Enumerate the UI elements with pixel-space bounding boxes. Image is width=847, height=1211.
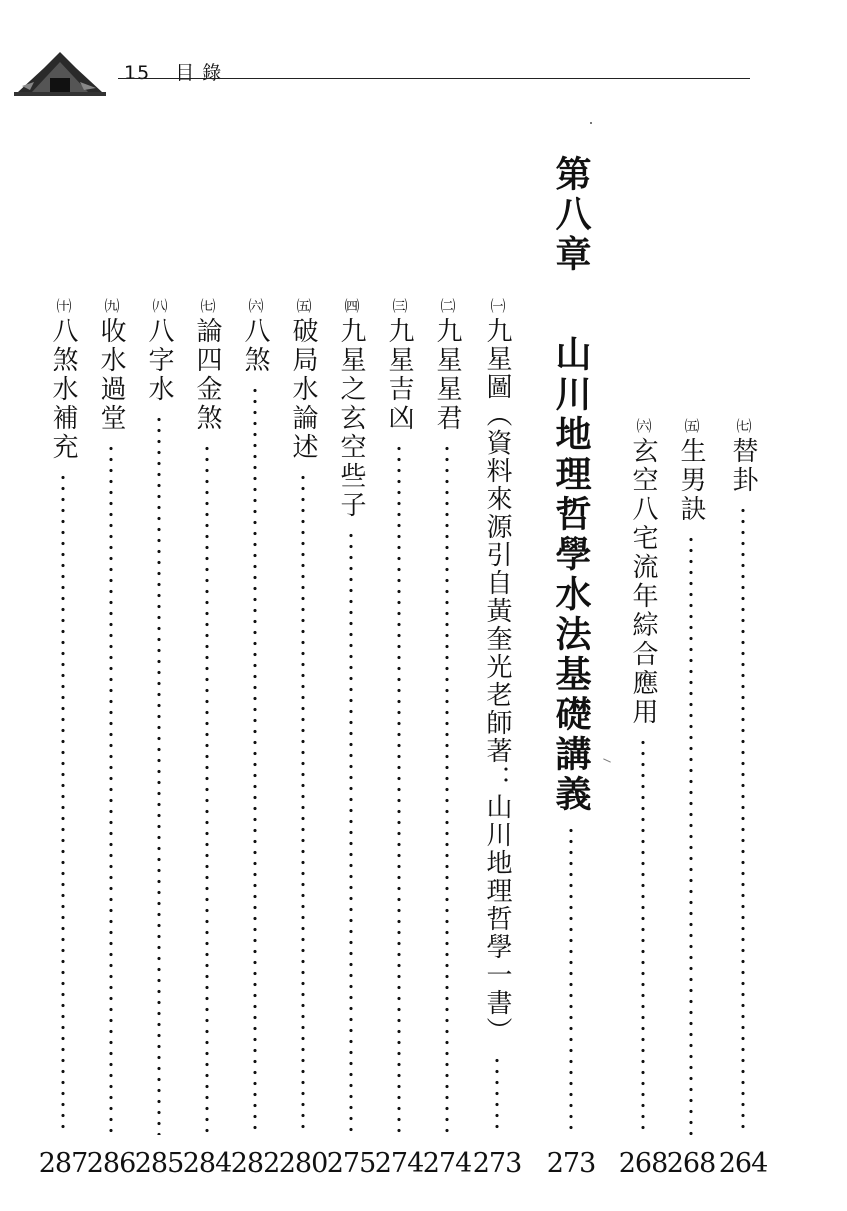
entry-title: 收水過堂: [96, 317, 126, 433]
leader-dots: [205, 443, 209, 1135]
page-number: 274: [374, 1148, 424, 1179]
leader-dots: [253, 385, 257, 1135]
entry-marker: ㈨: [102, 298, 121, 313]
page-header: [0, 0, 847, 110]
leader-dots: [301, 472, 305, 1135]
entry-marker: ㈩: [54, 298, 73, 313]
page-number: 287: [38, 1148, 88, 1179]
toc-entry[interactable]: [284, 298, 322, 1135]
toc-entry-continued[interactable]: [672, 418, 710, 1135]
page-number: 268: [618, 1148, 668, 1179]
toc-entry[interactable]: [332, 298, 370, 1135]
header-section-title: 目 錄: [175, 62, 223, 84]
page-number: 280: [278, 1148, 328, 1179]
entry-marker: ㈦: [198, 298, 217, 313]
page-number: 274: [422, 1148, 472, 1179]
entry-title: 破局水論述: [288, 317, 318, 462]
toc-entry[interactable]: [380, 298, 418, 1135]
entry-marker: ㈢: [390, 298, 409, 313]
entry-title: 八煞: [240, 317, 270, 375]
entry-marker: ㈤: [682, 418, 701, 433]
page-number: 275: [326, 1148, 376, 1179]
entry-title: 玄空八宅流年綜合應用: [628, 437, 658, 727]
toc-entry[interactable]: [92, 298, 130, 1135]
entry-title: 九星之玄空些子: [336, 317, 366, 520]
page-number: 284: [182, 1148, 232, 1179]
entry-title: 八煞水補充: [48, 317, 78, 462]
header-rule: [118, 78, 750, 79]
entry-marker: ㈠: [488, 298, 507, 313]
leader-dots: [157, 414, 161, 1135]
entry-marker: ㈦: [734, 418, 753, 433]
toc-entry[interactable]: [478, 298, 516, 1135]
leader-dots: [397, 443, 401, 1135]
page-number: 282: [230, 1148, 280, 1179]
chapter-heading[interactable]: [548, 155, 594, 1135]
toc-entry-continued[interactable]: [624, 418, 662, 1135]
leader-dots: [741, 505, 745, 1135]
toc-entry[interactable]: [44, 298, 82, 1135]
page-number: 273: [472, 1148, 522, 1179]
scan-speck: [590, 122, 592, 124]
leader-dots: [109, 443, 113, 1135]
header-page-number: 15: [124, 62, 151, 84]
page-number: 285: [134, 1148, 184, 1179]
header-text: [124, 58, 240, 85]
house-logo-icon: [14, 42, 106, 98]
page-number: 264: [718, 1148, 768, 1179]
entry-marker: ㈡: [438, 298, 457, 313]
entry-marker: ㈣: [342, 298, 361, 313]
entry-title: 九星圖（資料來源引自黃奎光老師著：山川地理哲學一書）: [482, 317, 512, 1045]
page-number: 273: [546, 1148, 596, 1179]
entry-title: 八字水: [144, 317, 174, 404]
leader-dots: [495, 1055, 499, 1135]
entry-marker: ㈥: [246, 298, 265, 313]
leader-dots: [641, 737, 645, 1135]
toc-entry[interactable]: [428, 298, 466, 1135]
leader-dots: [61, 472, 65, 1135]
entry-title: 生男訣: [676, 437, 706, 524]
toc-entry[interactable]: [188, 298, 226, 1135]
chapter-label: 第八章: [550, 155, 592, 275]
leader-dots: [445, 443, 449, 1135]
entry-marker: ㈧: [150, 298, 169, 313]
toc-entry[interactable]: [236, 298, 274, 1135]
page-number: 286: [86, 1148, 136, 1179]
entry-marker: ㈤: [294, 298, 313, 313]
toc-entry-continued[interactable]: [724, 418, 762, 1135]
entry-marker: ㈥: [634, 418, 653, 433]
leader-dots: [349, 530, 353, 1135]
entry-title: 論四金煞: [192, 317, 222, 433]
entry-title: 九星吉凶: [384, 317, 414, 433]
scan-speck: [603, 758, 611, 762]
leader-dots: [569, 825, 573, 1135]
leader-dots: [689, 534, 693, 1135]
entry-title: 替卦: [728, 437, 758, 495]
chapter-title: 山川地理哲學水法基礎講義: [550, 335, 592, 815]
toc-entry[interactable]: [140, 298, 178, 1135]
entry-title: 九星星君: [432, 317, 462, 433]
page-number: 268: [666, 1148, 716, 1179]
